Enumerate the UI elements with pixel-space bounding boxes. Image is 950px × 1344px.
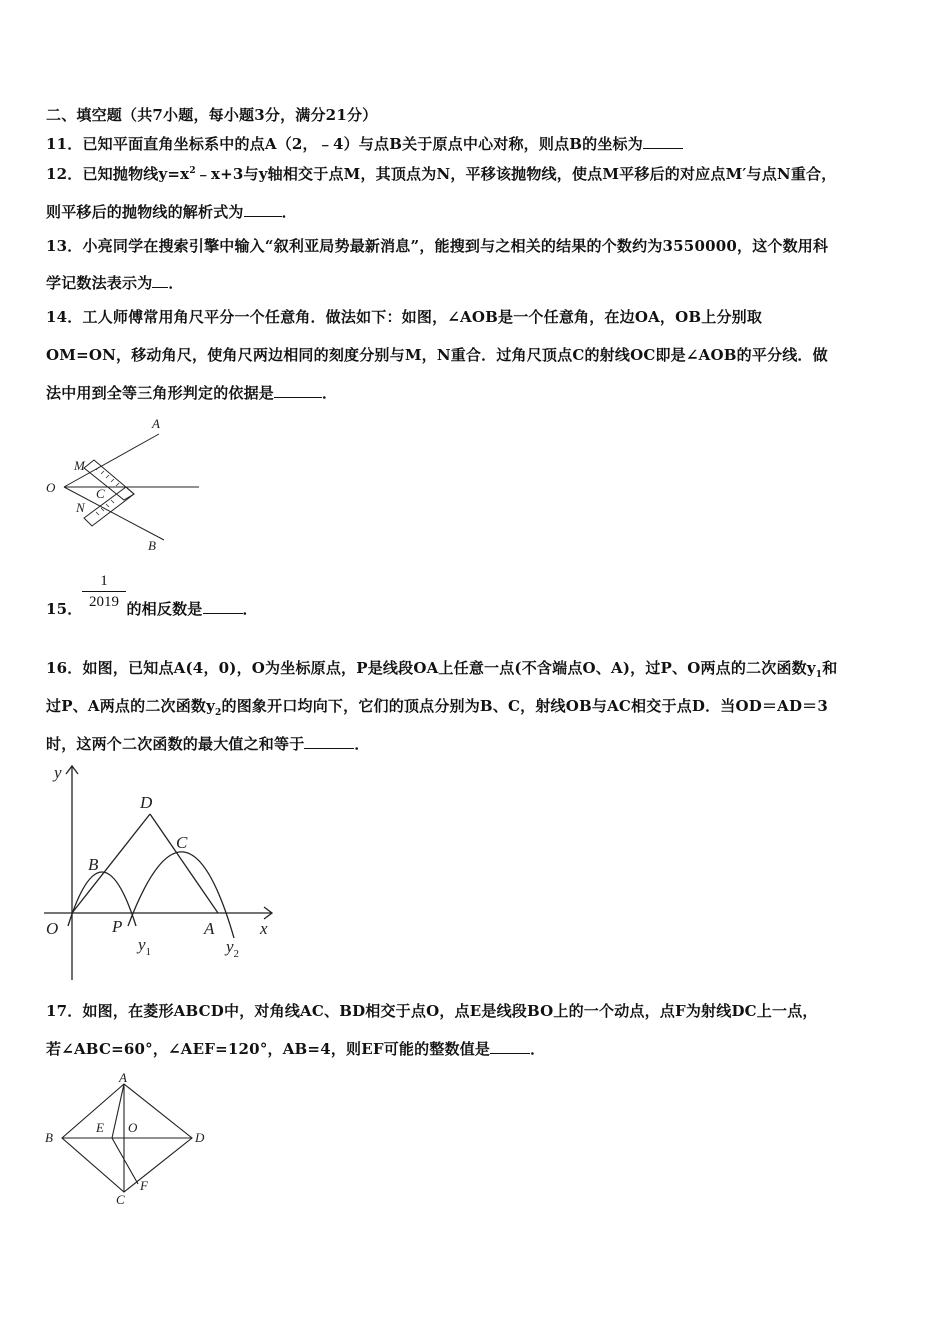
ray-od [72,814,150,913]
question-12-line-2: 则平移后的抛物线的解析式为 ． [46,203,297,221]
label-m: M [74,458,85,473]
label-o: O [128,1120,138,1135]
section-title: 二、填空题（共7小题，每小题3分，满分21分） [46,106,378,124]
answer-blank [643,134,683,149]
label-f: F [140,1178,148,1193]
question-17-line-2: 若∠ABC=60°，∠AEF=120°，AB=4，则EF可能的整数值是 ． [46,1040,546,1058]
label-d: D [195,1130,205,1145]
parabola-y2 [128,852,234,938]
question-16-line-2: 过P、A两点的二次函数$y_2$的图象开口均向下，它们的顶点分别为B、C，射线OB与AC相交于点D．当OD＝AD＝3 [46,697,829,718]
question-17-line-1: 17．如图，在菱形ABCD中，对角线AC、BD相交于点O，点E是线段BO上的一个动点，点F为射线DC上一点， [46,1002,818,1020]
question-13-line-1: 13．小亮同学在搜索引擎中输入“叙利亚局势最新消息”，能搜到与之相关的结果的个数约为3550000，这个数用科 [46,237,829,255]
parabola-y1 [68,872,136,926]
label-c: C [116,1192,125,1206]
label-o: O [46,480,56,495]
label-a: A [119,1072,127,1085]
question-16-line-3: 时，这两个二次函数的最大值之和等于 ． [46,735,370,753]
question-14-line-2: OM=ON，移动角尺，使角尺两边相同的刻度分别与M，N重合．过角尺顶点C的射线OC即是∠AOB的平分线．做 [46,346,828,364]
ruler-arm-upper [84,460,134,500]
question-16-line-1: 16．如图，已知点A(4，0)，O为坐标原点，P是线段OA上任意一点(不含端点O、A)，过P、O两点的二次函数$y_1$和 [46,659,838,680]
question-13-line-2: 学记数法表示为 ． [46,274,184,292]
label-d: D [140,793,153,812]
label-b: B [45,1130,53,1145]
answer-blank [304,734,354,749]
label-b: B [88,855,99,874]
parabola-figure [40,758,280,983]
question-11: 11．已知平面直角坐标系中的点A（2，﹣4）与点B关于原点中心对称，则点B的坐标为 [46,133,683,154]
answer-blank [152,273,168,288]
label-c: C [96,486,105,501]
question-14-line-1: 14．工人师傅常用角尺平分一个任意角．做法如下：如图，∠AOB是一个任意角，在边OA，OB上分别取 [46,308,763,326]
label-y-axis: y [54,763,62,782]
fraction-1-over-2019: 1 2019 [82,572,126,611]
label-y1: $y_1$ [138,935,152,958]
label-x-axis: x [260,919,268,938]
label-a: A [152,416,160,431]
label-b: B [148,538,156,553]
answer-blank [490,1039,530,1054]
label-a: A [204,919,215,938]
segment-ae [112,1084,124,1138]
question-14-line-3: 法中用到全等三角形判定的依据是 ． [46,384,338,402]
answer-blank [274,383,322,398]
answer-blank [203,599,243,614]
angle-ruler-figure [44,412,204,554]
segment-ef [112,1138,138,1184]
label-p: P [112,917,123,936]
question-15: 15． 的相反数是 ． [46,600,258,618]
label-n: N [76,500,85,515]
label-c: C [176,833,188,852]
question-12-line-1: 12．已知抛物线$y=x^2﹣x+3$与y轴相交于点M，其顶点为N，平移该抛物线，使点M平移后的对应点M′与点N重合， [46,165,837,183]
label-e: E [96,1120,104,1135]
label-o: O [46,919,59,938]
label-y2: $y_2$ [226,937,240,960]
answer-blank [244,202,282,217]
rhombus-figure [42,1072,214,1206]
